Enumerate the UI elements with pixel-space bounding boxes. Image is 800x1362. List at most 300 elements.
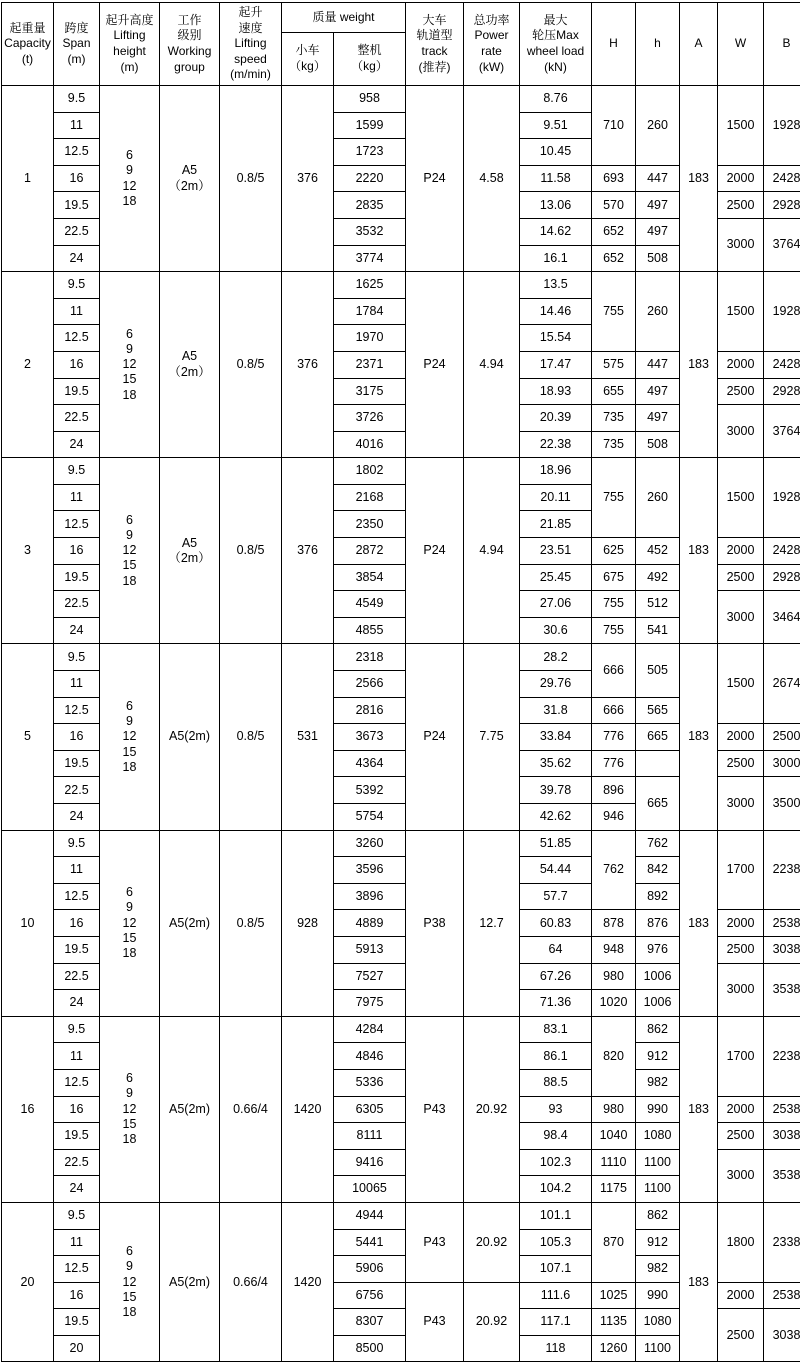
cell-lifting-height: 6 9 12 18	[100, 85, 160, 271]
cell-whole-weight: 4889	[334, 910, 406, 937]
cell-W: 3000	[718, 218, 764, 271]
cell-lifting-speed: 0.8/5	[220, 272, 282, 458]
cell-lifting-height: 6 9 12 15 18	[100, 272, 160, 458]
table-row	[2, 1202, 800, 1229]
cell-span: 9.5	[54, 830, 100, 857]
cell-trolley-weight: 531	[282, 644, 334, 830]
cell-whole-weight: 3854	[334, 564, 406, 591]
cell-span: 24	[54, 245, 100, 272]
cell-whole-weight: 7527	[334, 963, 406, 990]
cell-B: 2428	[764, 538, 800, 565]
cell-h: 1080	[636, 1309, 680, 1336]
cell-capacity: 20	[2, 1202, 54, 1362]
cell-whole-weight: 3175	[334, 378, 406, 405]
cell-whole-weight: 2168	[334, 484, 406, 511]
cell-W: 2500	[718, 564, 764, 591]
cell-h: 508	[636, 431, 680, 458]
cell-H: 1110	[592, 1149, 636, 1176]
cell-B: 1928	[764, 272, 800, 352]
cell-power: 20.92	[464, 1282, 520, 1362]
cell-B: 3038	[764, 1309, 800, 1362]
cell-capacity: 16	[2, 1016, 54, 1202]
cell-wheel-load: 17.47	[520, 351, 592, 378]
cell-h: 990	[636, 1282, 680, 1309]
cell-H: 776	[592, 750, 636, 777]
crane-specification-table	[1, 2, 800, 1362]
cell-span: 22.5	[54, 963, 100, 990]
cell-whole-weight: 2566	[334, 671, 406, 698]
cell-span: 24	[54, 804, 100, 831]
cell-span: 12.5	[54, 883, 100, 910]
cell-A: 183	[680, 458, 718, 644]
cell-H: 755	[592, 591, 636, 618]
header-B: B	[764, 3, 800, 86]
cell-whole-weight: 2371	[334, 351, 406, 378]
header-A: A	[680, 3, 718, 86]
cell-B: 2928	[764, 378, 800, 405]
table-row	[2, 1016, 800, 1043]
cell-whole-weight: 8307	[334, 1309, 406, 1336]
cell-h: 1100	[636, 1149, 680, 1176]
cell-wheel-load: 42.62	[520, 804, 592, 831]
cell-B: 3538	[764, 963, 800, 1016]
cell-B: 3500	[764, 777, 800, 830]
cell-span: 24	[54, 617, 100, 644]
cell-wheel-load: 14.62	[520, 218, 592, 245]
cell-B: 2928	[764, 564, 800, 591]
cell-whole-weight: 8500	[334, 1335, 406, 1362]
cell-A: 183	[680, 830, 718, 1016]
cell-whole-weight: 4364	[334, 750, 406, 777]
cell-W: 2500	[718, 1309, 764, 1362]
cell-wheel-load: 33.84	[520, 724, 592, 751]
cell-B: 2238	[764, 830, 800, 910]
cell-wheel-load: 111.6	[520, 1282, 592, 1309]
cell-A: 183	[680, 1202, 718, 1362]
cell-track: P43	[406, 1282, 464, 1362]
cell-span: 16	[54, 1282, 100, 1309]
cell-span: 22.5	[54, 218, 100, 245]
cell-span: 16	[54, 538, 100, 565]
cell-wheel-load: 11.58	[520, 165, 592, 192]
header-working_group: 工作 级别 Working group	[160, 3, 220, 86]
cell-track: P24	[406, 644, 464, 830]
cell-h: 447	[636, 351, 680, 378]
cell-H: 575	[592, 351, 636, 378]
cell-H: 755	[592, 617, 636, 644]
cell-track: P24	[406, 272, 464, 458]
cell-span: 12.5	[54, 1256, 100, 1283]
cell-lifting-speed: 0.8/5	[220, 830, 282, 1016]
cell-trolley-weight: 376	[282, 458, 334, 644]
cell-working-group: A5 （2m）	[160, 458, 220, 644]
cell-W: 2000	[718, 1282, 764, 1309]
cell-wheel-load: 67.26	[520, 963, 592, 990]
cell-wheel-load: 20.11	[520, 484, 592, 511]
cell-span: 12.5	[54, 325, 100, 352]
cell-power: 4.94	[464, 272, 520, 458]
cell-h: 665	[636, 724, 680, 751]
cell-capacity: 5	[2, 644, 54, 830]
cell-span: 9.5	[54, 458, 100, 485]
cell-span: 12.5	[54, 1069, 100, 1096]
cell-wheel-load: 27.06	[520, 591, 592, 618]
cell-h: 892	[636, 883, 680, 910]
cell-wheel-load: 13.06	[520, 192, 592, 219]
cell-whole-weight: 3896	[334, 883, 406, 910]
cell-whole-weight: 4846	[334, 1043, 406, 1070]
cell-working-group: A5(2m)	[160, 1202, 220, 1362]
cell-whole-weight: 6756	[334, 1282, 406, 1309]
cell-wheel-load: 88.5	[520, 1069, 592, 1096]
cell-B: 3038	[764, 936, 800, 963]
cell-wheel-load: 21.85	[520, 511, 592, 538]
cell-span: 12.5	[54, 139, 100, 166]
cell-H: 1175	[592, 1176, 636, 1203]
table-row	[2, 85, 800, 112]
cell-wheel-load: 57.7	[520, 883, 592, 910]
cell-h: 565	[636, 697, 680, 724]
cell-lifting-height: 6 9 12 15 18	[100, 644, 160, 830]
cell-W: 3000	[718, 1149, 764, 1202]
cell-whole-weight: 4549	[334, 591, 406, 618]
cell-power: 20.92	[464, 1016, 520, 1202]
cell-h: 447	[636, 165, 680, 192]
cell-wheel-load: 25.45	[520, 564, 592, 591]
cell-wheel-load: 83.1	[520, 1016, 592, 1043]
cell-capacity: 1	[2, 85, 54, 271]
cell-whole-weight: 5913	[334, 936, 406, 963]
cell-wheel-load: 102.3	[520, 1149, 592, 1176]
cell-whole-weight: 3260	[334, 830, 406, 857]
cell-H: 1040	[592, 1123, 636, 1150]
cell-span: 11	[54, 298, 100, 325]
cell-track: P43	[406, 1016, 464, 1202]
cell-track: P24	[406, 458, 464, 644]
cell-whole-weight: 4855	[334, 617, 406, 644]
cell-H: 1020	[592, 990, 636, 1017]
cell-W: 3000	[718, 963, 764, 1016]
cell-h: 452	[636, 538, 680, 565]
cell-W: 2000	[718, 165, 764, 192]
cell-wheel-load: 29.76	[520, 671, 592, 698]
cell-whole-weight: 1723	[334, 139, 406, 166]
cell-W: 1500	[718, 272, 764, 352]
cell-H: 1025	[592, 1282, 636, 1309]
header-wheel_load: 最大 轮压Max wheel load (kN)	[520, 3, 592, 86]
cell-wheel-load: 18.96	[520, 458, 592, 485]
cell-B: 2538	[764, 1096, 800, 1123]
cell-whole-weight: 1970	[334, 325, 406, 352]
cell-capacity: 3	[2, 458, 54, 644]
cell-span: 19.5	[54, 564, 100, 591]
cell-power: 4.94	[464, 458, 520, 644]
cell-B: 3764	[764, 405, 800, 458]
cell-lifting-height: 6 9 12 15 18	[100, 830, 160, 1016]
cell-span: 16	[54, 910, 100, 937]
cell-span: 9.5	[54, 85, 100, 112]
cell-wheel-load: 13.5	[520, 272, 592, 299]
cell-H: 655	[592, 378, 636, 405]
cell-wheel-load: 118	[520, 1335, 592, 1362]
cell-H: 652	[592, 218, 636, 245]
cell-span: 19.5	[54, 1309, 100, 1336]
cell-H: 625	[592, 538, 636, 565]
cell-whole-weight: 5336	[334, 1069, 406, 1096]
cell-lifting-speed: 0.8/5	[220, 644, 282, 830]
cell-h: 508	[636, 245, 680, 272]
cell-whole-weight: 2872	[334, 538, 406, 565]
cell-W: 2000	[718, 538, 764, 565]
cell-working-group: A5(2m)	[160, 830, 220, 1016]
cell-whole-weight: 6305	[334, 1096, 406, 1123]
cell-H: 666	[592, 644, 636, 697]
cell-span: 19.5	[54, 1123, 100, 1150]
header-lifting_height: 起升高度 Lifting height (m)	[100, 3, 160, 86]
cell-span: 16	[54, 351, 100, 378]
cell-B: 2238	[764, 1016, 800, 1096]
cell-H: 735	[592, 405, 636, 432]
cell-B: 1928	[764, 458, 800, 538]
cell-span: 22.5	[54, 591, 100, 618]
cell-W: 1500	[718, 85, 764, 165]
cell-W: 3000	[718, 777, 764, 830]
header-weight: 质量 weight	[282, 3, 406, 33]
cell-B: 2428	[764, 351, 800, 378]
cell-whole-weight: 10065	[334, 1176, 406, 1203]
cell-h: 497	[636, 218, 680, 245]
cell-power: 7.75	[464, 644, 520, 830]
cell-whole-weight: 4944	[334, 1202, 406, 1229]
cell-wheel-load: 86.1	[520, 1043, 592, 1070]
cell-B: 1928	[764, 85, 800, 165]
cell-W: 1800	[718, 1202, 764, 1282]
cell-wheel-load: 9.51	[520, 112, 592, 139]
cell-wheel-load: 10.45	[520, 139, 592, 166]
cell-whole-weight: 2318	[334, 644, 406, 671]
cell-A: 183	[680, 272, 718, 458]
header-span: 跨度 Span (m)	[54, 3, 100, 86]
cell-wheel-load: 35.62	[520, 750, 592, 777]
cell-span: 11	[54, 1043, 100, 1070]
cell-working-group: A5(2m)	[160, 1016, 220, 1202]
cell-wheel-load: 117.1	[520, 1309, 592, 1336]
cell-whole-weight: 1599	[334, 112, 406, 139]
cell-h: 876	[636, 910, 680, 937]
cell-span: 11	[54, 112, 100, 139]
cell-span: 16	[54, 1096, 100, 1123]
cell-B: 2928	[764, 192, 800, 219]
cell-whole-weight: 9416	[334, 1149, 406, 1176]
cell-track: P38	[406, 830, 464, 1016]
cell-whole-weight: 3673	[334, 724, 406, 751]
cell-whole-weight: 958	[334, 85, 406, 112]
cell-span: 24	[54, 990, 100, 1017]
cell-h: 492	[636, 564, 680, 591]
cell-whole-weight: 5392	[334, 777, 406, 804]
cell-h: 912	[636, 1043, 680, 1070]
cell-lifting-speed: 0.8/5	[220, 85, 282, 271]
cell-B: 3764	[764, 218, 800, 271]
cell-h: 260	[636, 272, 680, 352]
cell-wheel-load: 28.2	[520, 644, 592, 671]
cell-working-group: A5 （2m）	[160, 272, 220, 458]
cell-span: 9.5	[54, 644, 100, 671]
cell-h: 1006	[636, 963, 680, 990]
cell-A: 183	[680, 1016, 718, 1202]
cell-wheel-load: 31.8	[520, 697, 592, 724]
cell-h: 1080	[636, 1123, 680, 1150]
table-header	[2, 3, 800, 86]
cell-H: 755	[592, 458, 636, 538]
cell-H: 946	[592, 804, 636, 831]
cell-wheel-load: 60.83	[520, 910, 592, 937]
cell-wheel-load: 8.76	[520, 85, 592, 112]
cell-B: 2674	[764, 644, 800, 724]
cell-B: 3038	[764, 1123, 800, 1150]
cell-h: 842	[636, 857, 680, 884]
cell-wheel-load: 107.1	[520, 1256, 592, 1283]
cell-B: 2338	[764, 1202, 800, 1282]
cell-whole-weight: 2816	[334, 697, 406, 724]
cell-whole-weight: 5754	[334, 804, 406, 831]
cell-lifting-height: 6 9 12 15 18	[100, 1016, 160, 1202]
cell-span: 11	[54, 857, 100, 884]
header-W: W	[718, 3, 764, 86]
cell-h: 541	[636, 617, 680, 644]
cell-wheel-load: 51.85	[520, 830, 592, 857]
cell-B: 2538	[764, 910, 800, 937]
cell-whole-weight: 5906	[334, 1256, 406, 1283]
cell-whole-weight: 1802	[334, 458, 406, 485]
table-body	[2, 85, 800, 1362]
cell-B: 3464	[764, 591, 800, 644]
cell-wheel-load: 16.1	[520, 245, 592, 272]
cell-wheel-load: 15.54	[520, 325, 592, 352]
cell-whole-weight: 3596	[334, 857, 406, 884]
header-trolley: 小车 （kg）	[282, 33, 334, 86]
cell-wheel-load: 54.44	[520, 857, 592, 884]
header-H: H	[592, 3, 636, 86]
cell-B: 2500	[764, 724, 800, 751]
cell-H: 776	[592, 724, 636, 751]
cell-whole-weight: 3726	[334, 405, 406, 432]
cell-H: 693	[592, 165, 636, 192]
cell-track: P43	[406, 1202, 464, 1282]
cell-trolley-weight: 1420	[282, 1016, 334, 1202]
cell-span: 9.5	[54, 272, 100, 299]
cell-H: 762	[592, 830, 636, 910]
cell-B: 2538	[764, 1282, 800, 1309]
cell-wheel-load: 105.3	[520, 1229, 592, 1256]
cell-working-group: A5(2m)	[160, 644, 220, 830]
cell-span: 24	[54, 1176, 100, 1203]
cell-span: 22.5	[54, 777, 100, 804]
cell-h: 762	[636, 830, 680, 857]
cell-h: 260	[636, 85, 680, 165]
cell-span: 19.5	[54, 378, 100, 405]
cell-H: 980	[592, 1096, 636, 1123]
cell-h: 505	[636, 644, 680, 697]
cell-W: 1700	[718, 830, 764, 910]
cell-whole-weight: 5441	[334, 1229, 406, 1256]
cell-wheel-load: 23.51	[520, 538, 592, 565]
cell-whole-weight: 3774	[334, 245, 406, 272]
cell-H: 652	[592, 245, 636, 272]
cell-capacity: 2	[2, 272, 54, 458]
cell-A: 183	[680, 85, 718, 271]
cell-span: 19.5	[54, 936, 100, 963]
cell-wheel-load: 39.78	[520, 777, 592, 804]
cell-lifting-height: 6 9 12 15 18	[100, 1202, 160, 1362]
cell-W: 1500	[718, 458, 764, 538]
cell-H: 755	[592, 272, 636, 352]
cell-h: 990	[636, 1096, 680, 1123]
cell-H: 948	[592, 936, 636, 963]
cell-track: P24	[406, 85, 464, 271]
cell-B: 2428	[764, 165, 800, 192]
cell-power: 12.7	[464, 830, 520, 1016]
cell-B: 3538	[764, 1149, 800, 1202]
cell-span: 12.5	[54, 697, 100, 724]
cell-H: 570	[592, 192, 636, 219]
cell-wheel-load: 93	[520, 1096, 592, 1123]
cell-H: 1260	[592, 1335, 636, 1362]
cell-span: 9.5	[54, 1016, 100, 1043]
cell-wheel-load: 20.39	[520, 405, 592, 432]
cell-h: 976	[636, 936, 680, 963]
cell-whole-weight: 3532	[334, 218, 406, 245]
cell-whole-weight: 1625	[334, 272, 406, 299]
cell-power: 20.92	[464, 1202, 520, 1282]
cell-wheel-load: 104.2	[520, 1176, 592, 1203]
cell-span: 16	[54, 165, 100, 192]
header-track: 大车 轨道型 track (推荐)	[406, 3, 464, 86]
cell-H: 878	[592, 910, 636, 937]
cell-wheel-load: 71.36	[520, 990, 592, 1017]
cell-H: 820	[592, 1016, 636, 1096]
cell-h: 497	[636, 192, 680, 219]
table-row	[2, 644, 800, 671]
cell-h: 982	[636, 1069, 680, 1096]
cell-W: 2500	[718, 936, 764, 963]
cell-H: 675	[592, 564, 636, 591]
cell-span: 24	[54, 431, 100, 458]
cell-lifting-height: 6 9 12 15 18	[100, 458, 160, 644]
cell-wheel-load: 18.93	[520, 378, 592, 405]
cell-span: 19.5	[54, 750, 100, 777]
cell-H: 666	[592, 697, 636, 724]
table-row	[2, 830, 800, 857]
cell-h: 912	[636, 1229, 680, 1256]
cell-wheel-load: 101.1	[520, 1202, 592, 1229]
cell-span: 12.5	[54, 511, 100, 538]
cell-capacity: 10	[2, 830, 54, 1016]
cell-W: 2500	[718, 192, 764, 219]
cell-W: 2000	[718, 910, 764, 937]
cell-W: 2500	[718, 378, 764, 405]
cell-H: 710	[592, 85, 636, 165]
cell-span: 20	[54, 1335, 100, 1362]
cell-H: 896	[592, 777, 636, 804]
cell-h: 1100	[636, 1176, 680, 1203]
header-whole: 整机 （kg）	[334, 33, 406, 86]
cell-lifting-speed: 0.8/5	[220, 458, 282, 644]
cell-span: 16	[54, 724, 100, 751]
cell-span: 11	[54, 671, 100, 698]
cell-trolley-weight: 1420	[282, 1202, 334, 1362]
cell-working-group: A5 （2m）	[160, 85, 220, 271]
